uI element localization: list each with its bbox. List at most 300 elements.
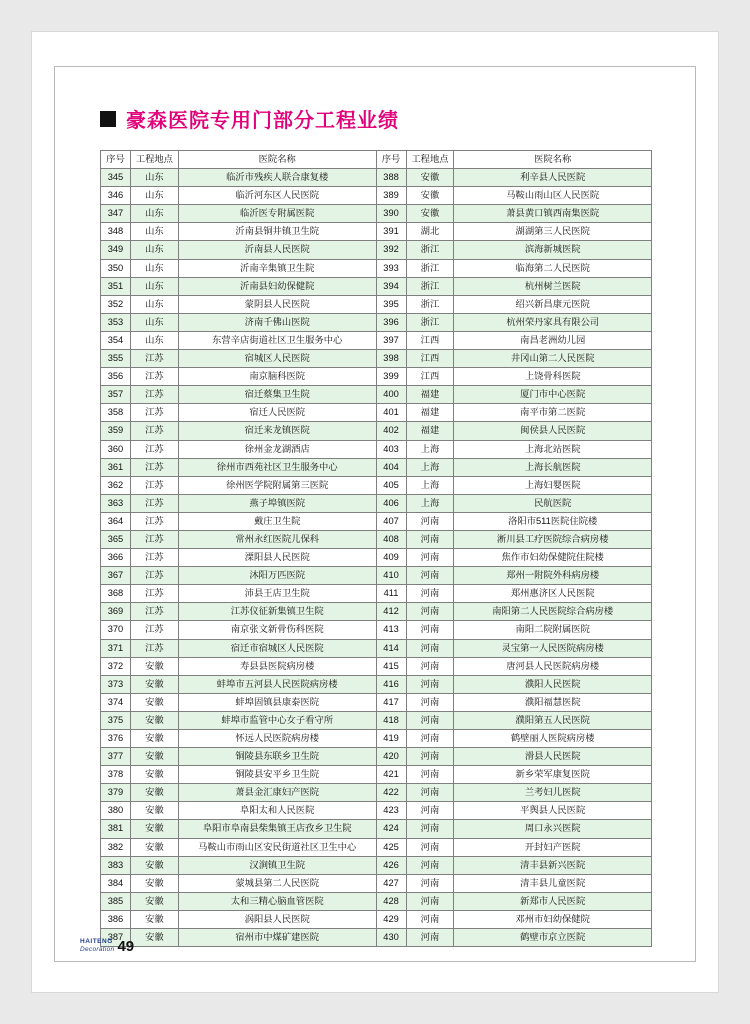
cell-no-left: 386 [101, 910, 131, 928]
cell-location-left: 安徽 [130, 838, 178, 856]
cell-no-left: 363 [101, 494, 131, 512]
title-bullet-icon [100, 111, 116, 127]
cell-location-left: 江苏 [130, 386, 178, 404]
cell-no-right: 414 [376, 639, 406, 657]
cell-hospital-left: 宿州市中煤矿建医院 [178, 929, 376, 947]
cell-hospital-right: 滨海新城医院 [454, 241, 652, 259]
cell-location-left: 江苏 [130, 639, 178, 657]
cell-hospital-right: 南昌老洲幼儿园 [454, 331, 652, 349]
cell-hospital-left: 汉涧镇卫生院 [178, 856, 376, 874]
table-row [101, 368, 652, 386]
cell-location-left: 江苏 [130, 512, 178, 530]
cell-no-right: 388 [376, 169, 406, 187]
cell-location-right: 河南 [406, 567, 454, 585]
cell-hospital-left: 寿县县医院病房楼 [178, 657, 376, 675]
cell-no-left: 376 [101, 730, 131, 748]
cell-location-left: 安徽 [130, 693, 178, 711]
cell-location-left: 江苏 [130, 458, 178, 476]
cell-hospital-left: 阜阳太和人民医院 [178, 802, 376, 820]
cell-no-left: 368 [101, 585, 131, 603]
table-row [101, 440, 652, 458]
cell-hospital-left: 徐州市西苑社区卫生服务中心 [178, 458, 376, 476]
cell-no-right: 423 [376, 802, 406, 820]
cell-location-right: 浙江 [406, 277, 454, 295]
cell-hospital-left: 常州永红医院儿保科 [178, 530, 376, 548]
cell-no-right: 429 [376, 910, 406, 928]
cell-hospital-left: 沐阳万匹医院 [178, 567, 376, 585]
cell-no-left: 348 [101, 223, 131, 241]
cell-hospital-right: 郑州一附院外科病房楼 [454, 567, 652, 585]
cell-hospital-left: 临沂市残疾人联合康复楼 [178, 169, 376, 187]
table-row [101, 856, 652, 874]
cell-no-right: 417 [376, 693, 406, 711]
cell-no-right: 421 [376, 766, 406, 784]
cell-no-left: 367 [101, 567, 131, 585]
cell-hospital-right: 平舆县人民医院 [454, 802, 652, 820]
cell-location-right: 河南 [406, 675, 454, 693]
cell-location-right: 上海 [406, 494, 454, 512]
cell-hospital-right: 萧县黄口镇西南集医院 [454, 205, 652, 223]
cell-location-left: 安徽 [130, 711, 178, 729]
cell-hospital-left: 沂南县妇幼保健院 [178, 277, 376, 295]
cell-location-left: 安徽 [130, 856, 178, 874]
cell-hospital-left: 铜陵县安平乡卫生院 [178, 766, 376, 784]
cell-hospital-left: 涡阳县人民医院 [178, 910, 376, 928]
cell-no-left: 355 [101, 350, 131, 368]
cell-hospital-right: 濮阳福慧医院 [454, 693, 652, 711]
cell-no-right: 390 [376, 205, 406, 223]
table-row [101, 223, 652, 241]
logo-line-2: Decoration [80, 946, 115, 953]
cell-location-right: 河南 [406, 784, 454, 802]
cell-location-left: 江苏 [130, 494, 178, 512]
table-row [101, 567, 652, 585]
cell-no-right: 401 [376, 404, 406, 422]
cell-hospital-left: 戴庄卫生院 [178, 512, 376, 530]
table-row [101, 802, 652, 820]
cell-location-left: 安徽 [130, 766, 178, 784]
cell-no-left: 373 [101, 675, 131, 693]
cell-hospital-right: 上饶骨科医院 [454, 368, 652, 386]
cell-no-right: 394 [376, 277, 406, 295]
cell-location-right: 河南 [406, 748, 454, 766]
table-row [101, 422, 652, 440]
table-header [101, 151, 652, 169]
cell-hospital-right: 开封妇产医院 [454, 838, 652, 856]
cell-hospital-right: 淅川县工疗医院综合病房楼 [454, 530, 652, 548]
cell-hospital-right: 上海北站医院 [454, 440, 652, 458]
cell-location-right: 湖北 [406, 223, 454, 241]
cell-location-right: 河南 [406, 711, 454, 729]
cell-no-right: 406 [376, 494, 406, 512]
table-row [101, 549, 652, 567]
cell-no-left: 350 [101, 259, 131, 277]
cell-location-right: 河南 [406, 549, 454, 567]
cell-no-left: 356 [101, 368, 131, 386]
table-row [101, 711, 652, 729]
cell-hospital-left: 徐州医学院附属第三医院 [178, 476, 376, 494]
cell-no-right: 391 [376, 223, 406, 241]
cell-location-right: 河南 [406, 639, 454, 657]
cell-no-right: 405 [376, 476, 406, 494]
cell-location-right: 河南 [406, 874, 454, 892]
cell-hospital-right: 郑州惠济区人民医院 [454, 585, 652, 603]
cell-hospital-left: 沂南辛集镇卫生院 [178, 259, 376, 277]
cell-location-left: 江苏 [130, 585, 178, 603]
cell-no-right: 395 [376, 295, 406, 313]
cell-no-left: 364 [101, 512, 131, 530]
cell-no-left: 384 [101, 874, 131, 892]
cell-hospital-right: 鹤壁市京立医院 [454, 929, 652, 947]
cell-no-right: 413 [376, 621, 406, 639]
cell-hospital-left: 阜阳市阜南县柴集镇王店孜乡卫生院 [178, 820, 376, 838]
cell-hospital-left: 宿迁市宿城区人民医院 [178, 639, 376, 657]
cell-hospital-left: 蚌埠市监管中心女子看守所 [178, 711, 376, 729]
table-row [101, 910, 652, 928]
cell-no-right: 427 [376, 874, 406, 892]
cell-no-left: 381 [101, 820, 131, 838]
cell-hospital-right: 清丰县新兴医院 [454, 856, 652, 874]
cell-location-left: 安徽 [130, 910, 178, 928]
cell-location-right: 浙江 [406, 259, 454, 277]
cell-hospital-right: 上海妇婴医院 [454, 476, 652, 494]
cell-no-right: 407 [376, 512, 406, 530]
cell-no-right: 404 [376, 458, 406, 476]
cell-location-right: 河南 [406, 530, 454, 548]
cell-no-right: 403 [376, 440, 406, 458]
table-row [101, 657, 652, 675]
cell-location-left: 江苏 [130, 350, 178, 368]
cell-location-right: 河南 [406, 603, 454, 621]
cell-location-right: 安徽 [406, 187, 454, 205]
cell-location-right: 河南 [406, 657, 454, 675]
cell-no-right: 425 [376, 838, 406, 856]
cell-location-left: 江苏 [130, 603, 178, 621]
cell-no-right: 408 [376, 530, 406, 548]
cell-no-right: 424 [376, 820, 406, 838]
cell-location-right: 河南 [406, 802, 454, 820]
header-cell-location-left: 工程地点 [130, 151, 178, 169]
table-row [101, 458, 652, 476]
cell-hospital-right: 南阳二院附属医院 [454, 621, 652, 639]
cell-hospital-right: 杭州树兰医院 [454, 277, 652, 295]
cell-hospital-left: 燕子埠镇医院 [178, 494, 376, 512]
cell-location-left: 安徽 [130, 748, 178, 766]
cell-hospital-right: 周口永兴医院 [454, 820, 652, 838]
cell-location-left: 山东 [130, 313, 178, 331]
cell-no-left: 379 [101, 784, 131, 802]
page-footer [80, 938, 134, 954]
header-cell-no-right: 序号 [376, 151, 406, 169]
cell-hospital-right: 闽侯县人民医院 [454, 422, 652, 440]
cell-location-left: 江苏 [130, 530, 178, 548]
cell-location-left: 江苏 [130, 440, 178, 458]
cell-no-left: 352 [101, 295, 131, 313]
cell-hospital-left: 太和三精心脑血管医院 [178, 892, 376, 910]
cell-hospital-left: 沂南县铜井镇卫生院 [178, 223, 376, 241]
cell-no-left: 351 [101, 277, 131, 295]
cell-hospital-left: 溧阳县人民医院 [178, 549, 376, 567]
cell-hospital-right: 南阳第二人民医院综合病房楼 [454, 603, 652, 621]
table-row [101, 675, 652, 693]
cell-location-left: 安徽 [130, 820, 178, 838]
cell-location-left: 安徽 [130, 874, 178, 892]
table-row [101, 693, 652, 711]
cell-hospital-left: 南京脑科医院 [178, 368, 376, 386]
cell-no-right: 412 [376, 603, 406, 621]
cell-no-right: 409 [376, 549, 406, 567]
cell-no-left: 358 [101, 404, 131, 422]
cell-hospital-right: 杭州荣丹家具有限公司 [454, 313, 652, 331]
cell-no-left: 354 [101, 331, 131, 349]
cell-hospital-left: 临沂医专附属医院 [178, 205, 376, 223]
cell-location-left: 江苏 [130, 549, 178, 567]
table-body [101, 169, 652, 947]
table-row [101, 766, 652, 784]
cell-hospital-right: 湖湖第三人民医院 [454, 223, 652, 241]
cell-location-left: 山东 [130, 277, 178, 295]
cell-no-left: 387 [101, 929, 131, 947]
cell-hospital-left: 蒙阴县人民医院 [178, 295, 376, 313]
table-row [101, 386, 652, 404]
table-row [101, 205, 652, 223]
cell-location-left: 安徽 [130, 802, 178, 820]
cell-no-left: 357 [101, 386, 131, 404]
logo-line-1: HAITENG [80, 938, 113, 945]
cell-location-left: 江苏 [130, 621, 178, 639]
cell-location-right: 河南 [406, 929, 454, 947]
cell-location-right: 江西 [406, 331, 454, 349]
cell-no-left: 370 [101, 621, 131, 639]
cell-no-right: 422 [376, 784, 406, 802]
cell-location-left: 江苏 [130, 422, 178, 440]
cell-no-right: 389 [376, 187, 406, 205]
cell-hospital-left: 宿迁人民医院 [178, 404, 376, 422]
cell-hospital-left: 沂南县人民医院 [178, 241, 376, 259]
cell-no-left: 346 [101, 187, 131, 205]
cell-hospital-left: 济南千佛山医院 [178, 313, 376, 331]
table-row [101, 639, 652, 657]
cell-hospital-right: 临海第二人民医院 [454, 259, 652, 277]
cell-no-left: 380 [101, 802, 131, 820]
table-row [101, 603, 652, 621]
table-row [101, 748, 652, 766]
cell-no-left: 371 [101, 639, 131, 657]
table-row [101, 621, 652, 639]
cell-hospital-left: 徐州金龙湖酒店 [178, 440, 376, 458]
header-cell-hospital-left: 医院名称 [178, 151, 376, 169]
table-row [101, 585, 652, 603]
cell-location-right: 河南 [406, 766, 454, 784]
cell-no-right: 428 [376, 892, 406, 910]
cell-no-right: 418 [376, 711, 406, 729]
cell-hospital-right: 焦作市妇幼保健院住院楼 [454, 549, 652, 567]
cell-location-right: 上海 [406, 476, 454, 494]
cell-no-left: 359 [101, 422, 131, 440]
cell-hospital-left: 江苏仪征新集镇卫生院 [178, 603, 376, 621]
cell-hospital-left: 南京张文新骨伤科医院 [178, 621, 376, 639]
cell-location-right: 河南 [406, 693, 454, 711]
cell-location-left: 山东 [130, 331, 178, 349]
cell-location-right: 河南 [406, 512, 454, 530]
cell-location-right: 浙江 [406, 313, 454, 331]
table-row [101, 187, 652, 205]
cell-location-right: 河南 [406, 856, 454, 874]
cell-location-right: 上海 [406, 440, 454, 458]
table-row [101, 350, 652, 368]
cell-no-left: 362 [101, 476, 131, 494]
table-row [101, 169, 652, 187]
cell-location-right: 河南 [406, 585, 454, 603]
cell-location-right: 福建 [406, 422, 454, 440]
cell-hospital-left: 宿城区人民医院 [178, 350, 376, 368]
cell-no-left: 372 [101, 657, 131, 675]
header-cell-location-right: 工程地点 [406, 151, 454, 169]
cell-location-left: 安徽 [130, 784, 178, 802]
table-row [101, 241, 652, 259]
table-row [101, 530, 652, 548]
cell-location-left: 山东 [130, 259, 178, 277]
cell-location-right: 福建 [406, 404, 454, 422]
cell-location-right: 河南 [406, 730, 454, 748]
cell-hospital-right: 南平市第二医院 [454, 404, 652, 422]
cell-hospital-left: 蚌埠固镇县康泰医院 [178, 693, 376, 711]
cell-location-right: 安徽 [406, 169, 454, 187]
cell-no-right: 411 [376, 585, 406, 603]
cell-location-right: 浙江 [406, 241, 454, 259]
table-row [101, 331, 652, 349]
header-cell-hospital-right: 医院名称 [454, 151, 652, 169]
cell-location-left: 江苏 [130, 476, 178, 494]
cell-hospital-left: 萧县金汇康妇产医院 [178, 784, 376, 802]
cell-location-left: 江苏 [130, 368, 178, 386]
cell-location-left: 山东 [130, 169, 178, 187]
cell-no-right: 410 [376, 567, 406, 585]
cell-hospital-right: 邓州市妇幼保健院 [454, 910, 652, 928]
cell-no-left: 378 [101, 766, 131, 784]
cell-no-right: 393 [376, 259, 406, 277]
table-row [101, 404, 652, 422]
cell-hospital-right: 井冈山第二人民医院 [454, 350, 652, 368]
table-row [101, 313, 652, 331]
cell-hospital-left: 马鞍山市雨山区安民街道社区卫生中心 [178, 838, 376, 856]
table-row [101, 476, 652, 494]
cell-hospital-right: 马鞍山雨山区人民医院 [454, 187, 652, 205]
cell-hospital-right: 兰考妇儿医院 [454, 784, 652, 802]
cell-hospital-right: 濮阳人民医院 [454, 675, 652, 693]
table-row [101, 295, 652, 313]
cell-location-left: 安徽 [130, 929, 178, 947]
page-title [100, 104, 399, 133]
cell-hospital-right: 新乡荣军康复医院 [454, 766, 652, 784]
cell-no-right: 392 [376, 241, 406, 259]
cell-hospital-right: 厦门市中心医院 [454, 386, 652, 404]
table-row [101, 494, 652, 512]
cell-location-left: 山东 [130, 241, 178, 259]
cell-no-right: 399 [376, 368, 406, 386]
cell-hospital-right: 上海长航医院 [454, 458, 652, 476]
cell-location-right: 河南 [406, 910, 454, 928]
cell-hospital-right: 利辛县人民医院 [454, 169, 652, 187]
cell-location-left: 江苏 [130, 404, 178, 422]
cell-no-left: 365 [101, 530, 131, 548]
cell-no-right: 419 [376, 730, 406, 748]
cell-hospital-left: 东营辛店街道社区卫生服务中心 [178, 331, 376, 349]
cell-no-right: 396 [376, 313, 406, 331]
cell-no-right: 402 [376, 422, 406, 440]
cell-no-right: 426 [376, 856, 406, 874]
cell-no-right: 430 [376, 929, 406, 947]
page-number: 49 [117, 938, 135, 955]
cell-hospital-right: 灵宝第一人民医院病房楼 [454, 639, 652, 657]
cell-location-left: 安徽 [130, 657, 178, 675]
cell-location-left: 安徽 [130, 730, 178, 748]
cell-hospital-right: 濮阳第五人民医院 [454, 711, 652, 729]
cell-no-left: 374 [101, 693, 131, 711]
cell-location-right: 江西 [406, 368, 454, 386]
projects-table [100, 150, 652, 947]
table-row [101, 820, 652, 838]
cell-location-right: 上海 [406, 458, 454, 476]
cell-hospital-right: 唐河县人民医院病房楼 [454, 657, 652, 675]
table-row [101, 730, 652, 748]
cell-no-left: 353 [101, 313, 131, 331]
cell-no-left: 385 [101, 892, 131, 910]
cell-no-right: 420 [376, 748, 406, 766]
cell-no-left: 375 [101, 711, 131, 729]
table-row [101, 784, 652, 802]
cell-hospital-right: 鹤壁丽人医院病房楼 [454, 730, 652, 748]
cell-location-right: 江西 [406, 350, 454, 368]
table-row [101, 874, 652, 892]
cell-hospital-right: 绍兴新昌康元医院 [454, 295, 652, 313]
cell-hospital-left: 蒙城县第二人民医院 [178, 874, 376, 892]
cell-no-left: 349 [101, 241, 131, 259]
cell-hospital-left: 临沂河东区人民医院 [178, 187, 376, 205]
cell-no-right: 398 [376, 350, 406, 368]
cell-no-left: 382 [101, 838, 131, 856]
cell-no-left: 366 [101, 549, 131, 567]
cell-hospital-left: 蚌埠市五河县人民医院病房楼 [178, 675, 376, 693]
cell-no-right: 416 [376, 675, 406, 693]
cell-location-left: 山东 [130, 187, 178, 205]
cell-location-right: 福建 [406, 386, 454, 404]
table-row [101, 838, 652, 856]
page-title-text: 豪森医院专用门部分工程业绩 [126, 110, 399, 132]
header-cell-no-left: 序号 [101, 151, 131, 169]
cell-hospital-left: 铜陵县东联乡卫生院 [178, 748, 376, 766]
table-row [101, 277, 652, 295]
cell-no-right: 415 [376, 657, 406, 675]
company-logo [80, 938, 114, 954]
cell-no-left: 345 [101, 169, 131, 187]
cell-hospital-right: 洛阳市511医院住院楼 [454, 512, 652, 530]
cell-location-left: 山东 [130, 205, 178, 223]
table-header-row [101, 151, 652, 169]
cell-location-right: 河南 [406, 892, 454, 910]
cell-no-left: 360 [101, 440, 131, 458]
cell-no-left: 377 [101, 748, 131, 766]
document-page [32, 32, 718, 992]
cell-hospital-right: 清丰县儿童医院 [454, 874, 652, 892]
table-row [101, 512, 652, 530]
cell-no-left: 347 [101, 205, 131, 223]
cell-location-right: 河南 [406, 621, 454, 639]
cell-hospital-right: 新郑市人民医院 [454, 892, 652, 910]
cell-no-left: 383 [101, 856, 131, 874]
cell-location-left: 安徽 [130, 892, 178, 910]
cell-location-left: 安徽 [130, 675, 178, 693]
